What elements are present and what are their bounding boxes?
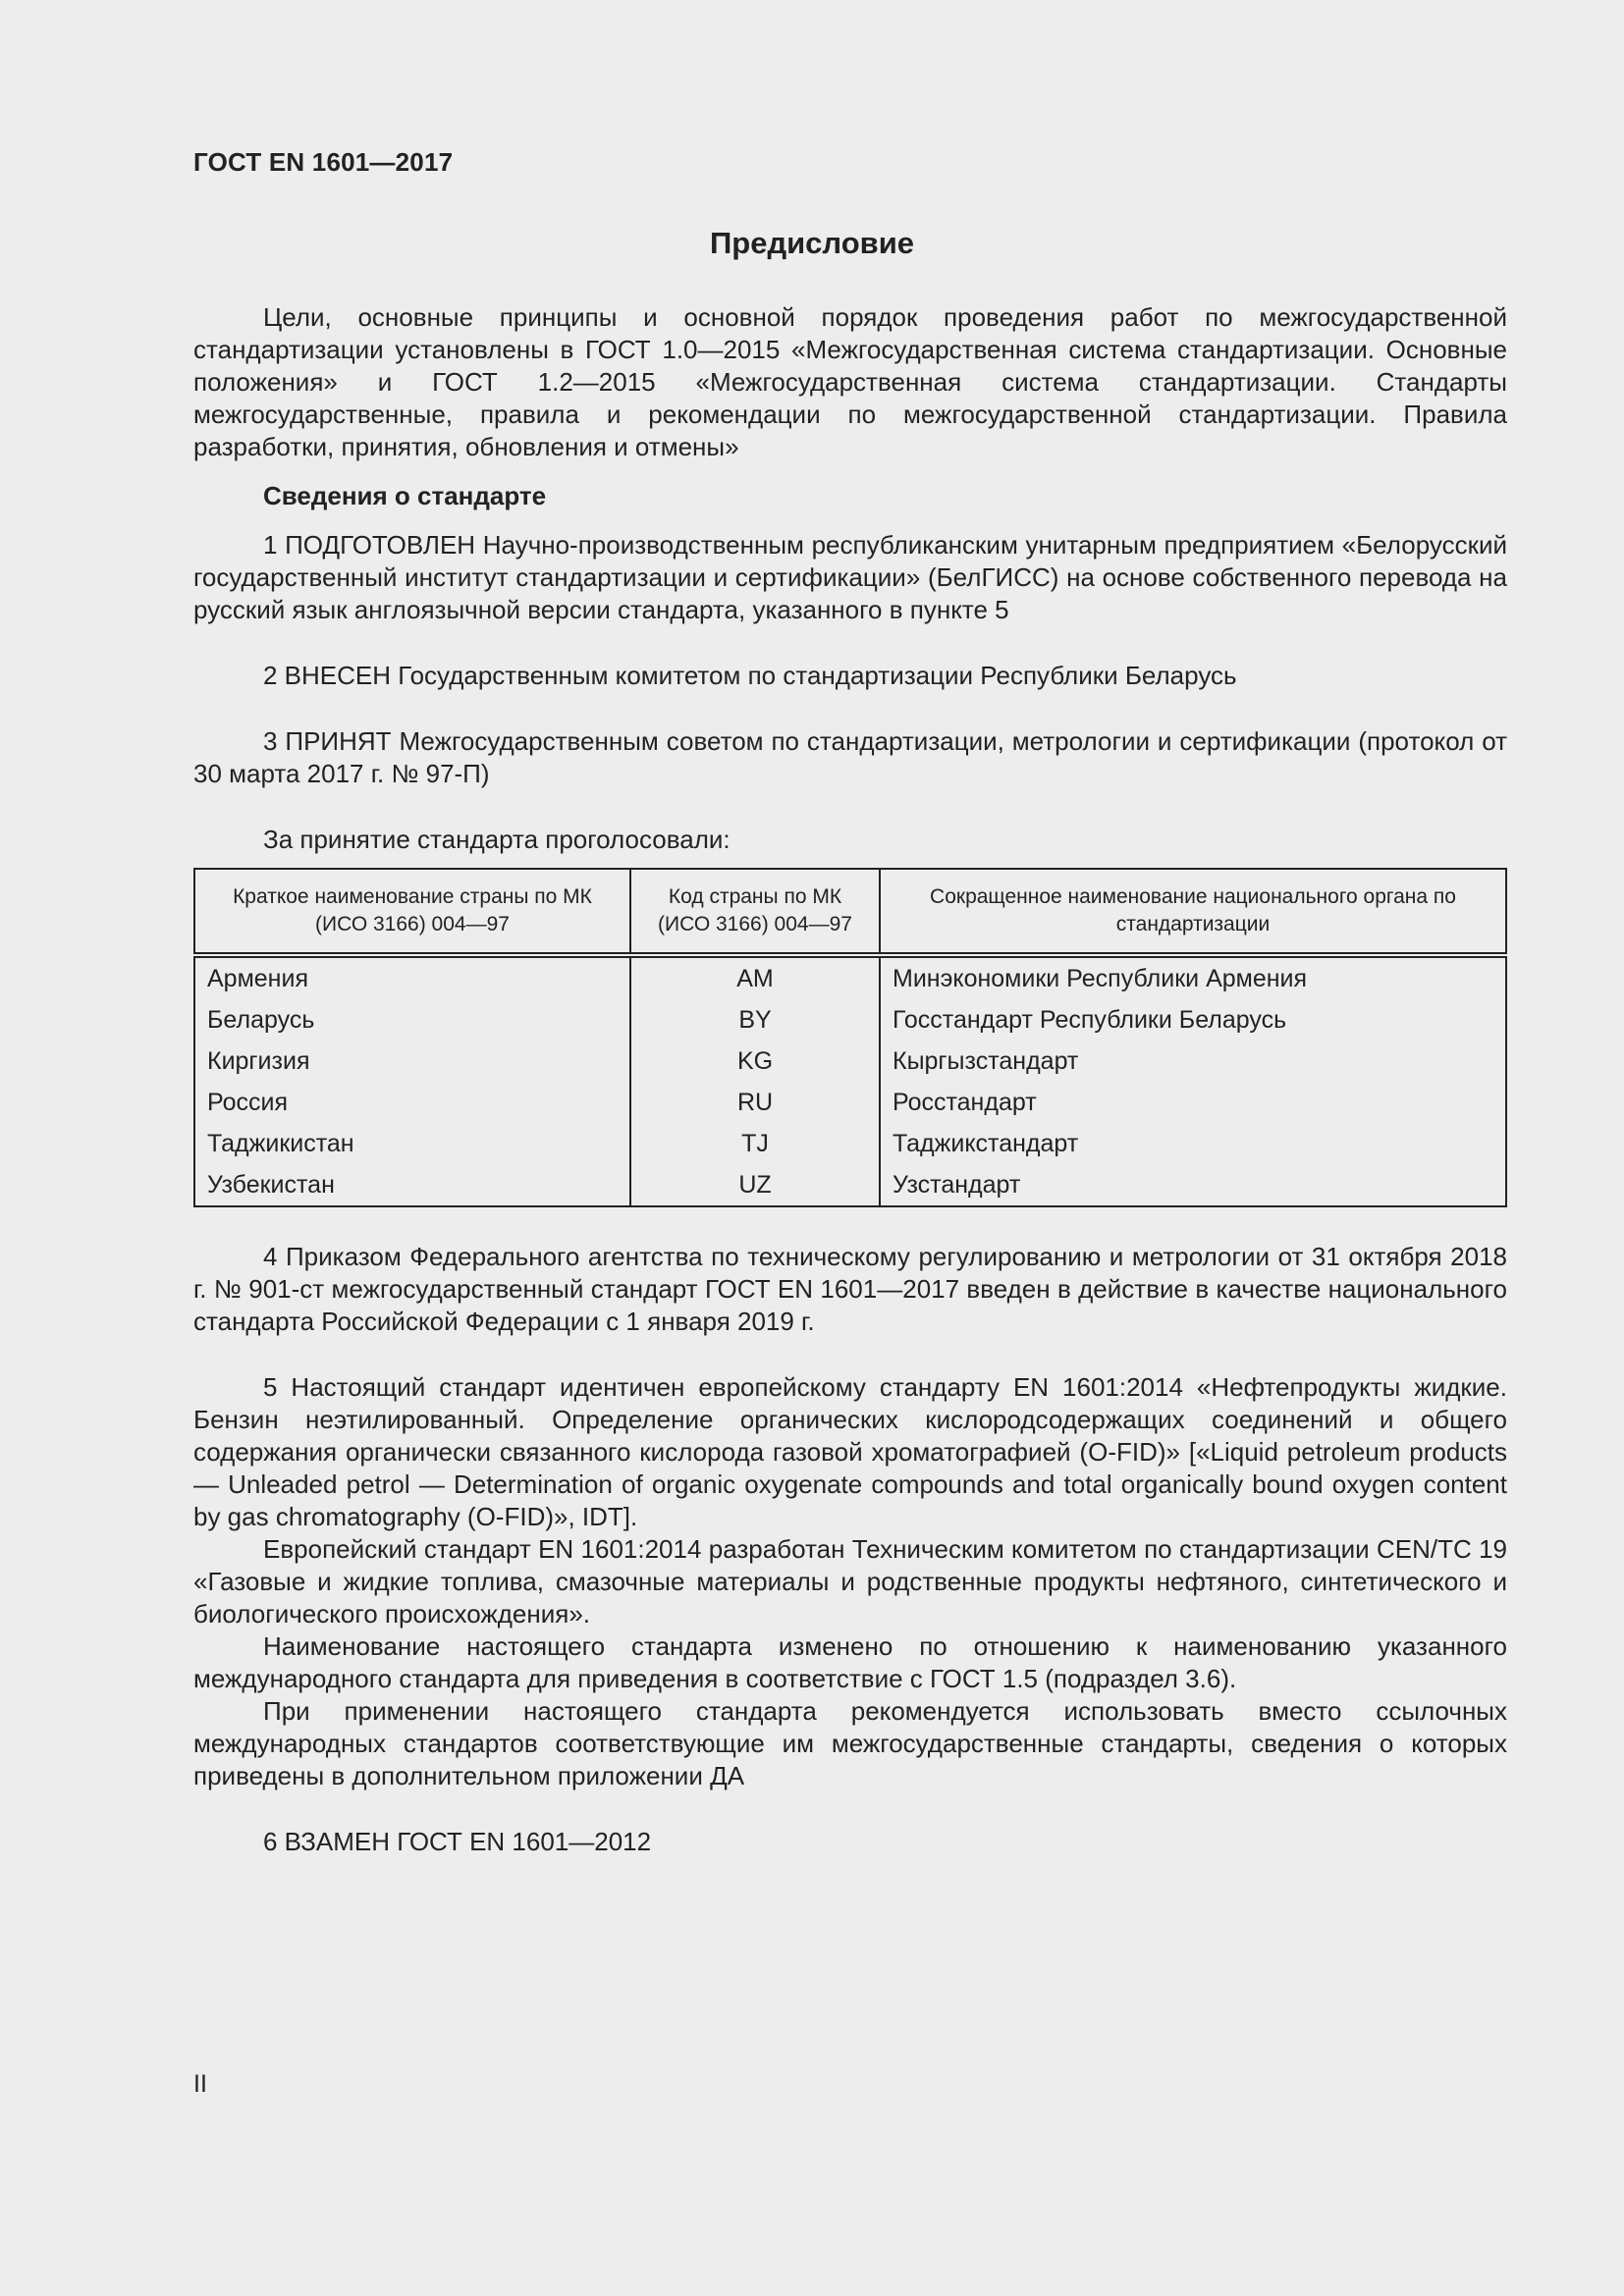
body-cell: Кыргызстандарт: [880, 1041, 1506, 1082]
vote-intro: За принятие стандарта проголосовали:: [263, 825, 731, 854]
intro-paragraph: Цели, основные принципы и основной порядок проведения работ по межгосударственной стандартизации установлены в ГОСТ 1.0—2015 «Межгосударственная система стандартизации. Основные положения» и ГОСТ 1.2—2015 «Межгосударственная система стандартизации. Стандарты межгосударственные, правила и рекомендации по межгосударственной стандартизации. Правила разработки, принятия, обновления и отмены»: [193, 302, 1507, 461]
document-code: ГОСТ EN 1601—2017: [193, 147, 454, 177]
table-row: [194, 1123, 1506, 1164]
voting-table: [193, 868, 1507, 1207]
country-cell: Армения: [194, 955, 630, 999]
code-cell: AM: [630, 955, 880, 999]
body-cell: Минэкономики Республики Армения: [880, 955, 1506, 999]
country-cell: Таджикистан: [194, 1123, 630, 1164]
item-5-name-change: Наименование настоящего стандарта изменено по отношению к наименованию указанного международного стандарта для приведения в соответствие с ГОСТ 1.5 (подраздел 3.6).: [193, 1631, 1507, 1693]
table-row: [194, 999, 1506, 1041]
item-6: 6 ВЗАМЕН ГОСТ EN 1601—2012: [263, 1827, 652, 1856]
item-5-european-standard: Европейский стандарт EN 1601:2014 разработан Техническим комитетом по стандартизации CEN/TC 19 «Газовые и жидкие топлива, смазочные материалы и родственные продукты нефтяного, синтетического и биологического происхождения».: [193, 1534, 1507, 1629]
table-row: [194, 955, 1506, 999]
country-cell: Беларусь: [194, 999, 630, 1041]
page-title: Предисловие: [709, 226, 914, 260]
header-country: Краткое наименование страны по МК (ИСО 3166) 004—97: [194, 869, 630, 955]
page-number: II: [193, 2070, 207, 2098]
header-body: Сокращенное наименование национального органа по стандартизации: [880, 869, 1506, 955]
item-4: 4 Приказом Федерального агентства по техническому регулированию и метрологии от 31 октября 2018 г. № 901-ст межгосударственный стандарт ГОСТ EN 1601—2017 введен в действие в качестве национального стандарта Российской Федерации с 1 января 2019 г.: [193, 1242, 1507, 1336]
item-2: 2 ВНЕСЕН Государственным комитетом по стандартизации Республики Беларусь: [263, 661, 1237, 690]
item-1: 1 ПОДГОТОВЛЕН Научно-производственным республиканским унитарным предприятием «Белорусский государственный институт стандартизации и сертификации» (БелГИСС) на основе собственного перевода на русский язык англоязычной версии стандарта, указанного в пункте 5: [193, 530, 1507, 624]
section-heading: Сведения о стандарте: [263, 481, 547, 510]
code-cell: TJ: [630, 1123, 880, 1164]
body-cell: Таджикстандарт: [880, 1123, 1506, 1164]
item-5: 5 Настоящий стандарт идентичен европейскому стандарту EN 1601:2014 «Нефтепродукты жидкие. Бензин неэтилированный. Определение органических кислородсодержащих соединений и общего содержания органически связанного кислорода газовой хроматографией (O-FID)» [«Liquid petroleum products — Unleaded petrol — Determination of organic oxygenate compounds and total organically bound oxygen content by gas chromatography (O-FID)», IDT].: [193, 1372, 1507, 1531]
country-cell: Киргизия: [194, 1041, 630, 1082]
table-row: [194, 1041, 1506, 1082]
table-row: [194, 1164, 1506, 1206]
code-cell: UZ: [630, 1164, 880, 1206]
code-cell: BY: [630, 999, 880, 1041]
header-code: Код страны по МК (ИСО 3166) 004—97: [630, 869, 880, 955]
body-cell: Росстандарт: [880, 1082, 1506, 1123]
table-row: [194, 1082, 1506, 1123]
body-cell: Госстандарт Республики Беларусь: [880, 999, 1506, 1041]
item-5-application: При применении настоящего стандарта рекомендуется использовать вместо ссылочных международных стандартов соответствующие им межгосударственные стандарты, сведения о которых приведены в дополнительном приложении ДА: [193, 1696, 1507, 1790]
body-cell: Узстандарт: [880, 1164, 1506, 1206]
country-cell: Россия: [194, 1082, 630, 1123]
code-cell: RU: [630, 1082, 880, 1123]
code-cell: KG: [630, 1041, 880, 1082]
table-header-row: [194, 869, 1506, 955]
country-cell: Узбекистан: [194, 1164, 630, 1206]
main-content: [193, 301, 1507, 1858]
item-3: 3 ПРИНЯТ Межгосударственным советом по стандартизации, метрологии и сертификации (протокол от 30 марта 2017 г. № 97-П): [193, 726, 1507, 788]
